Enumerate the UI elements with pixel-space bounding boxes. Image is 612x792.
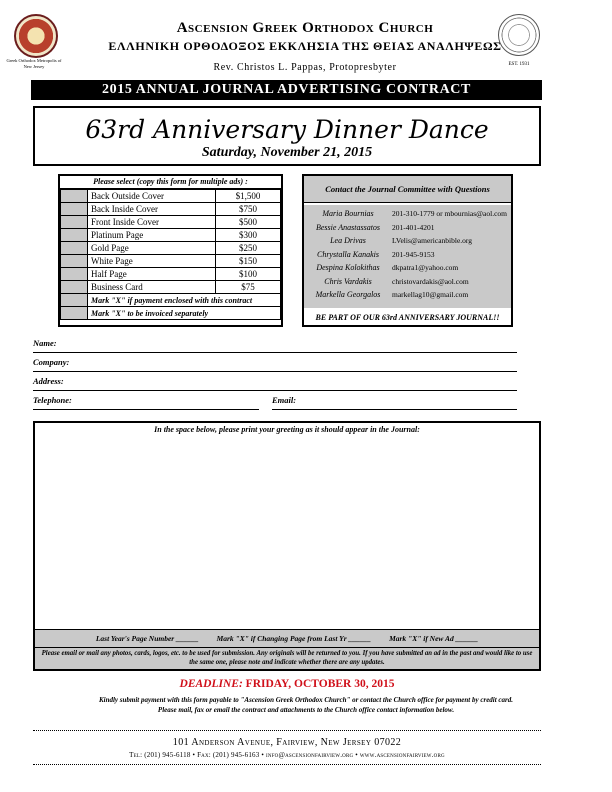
ad-row: [61, 268, 281, 281]
ad-price: $1,500: [216, 190, 281, 203]
contact-info: dkpatra1@yahoo.com: [392, 263, 459, 272]
church-name: Ascension Greek Orthodox Church: [176, 20, 434, 36]
contact-name: Maria Bournias: [322, 209, 374, 218]
committee-box: [302, 174, 513, 327]
contact-row: [304, 263, 511, 277]
ad-price: $300: [216, 229, 281, 242]
ad-price: $250: [216, 242, 281, 255]
event-date: Saturday, November 21, 2015: [201, 145, 373, 160]
ad-checkbox[interactable]: [61, 203, 88, 216]
greeting-area[interactable]: [35, 434, 539, 624]
contact-list: [304, 205, 511, 308]
deadline-date: FRIDAY, OCTOBER 30, 2015: [245, 678, 395, 690]
payment-enclosed-row: [61, 294, 281, 307]
contact-name: Markella Georgalos: [315, 290, 381, 299]
ad-checkbox[interactable]: [61, 268, 88, 281]
ad-price: $100: [216, 268, 281, 281]
ad-price: $750: [216, 203, 281, 216]
invoice-row: [61, 307, 281, 320]
ad-checkbox[interactable]: [61, 242, 88, 255]
payment-enclosed-label: Mark "X" if payment enclosed with this contract: [88, 294, 281, 307]
committee-footer: BE PART OF OUR 63rd ANNIVERSARY JOURNAL!!: [315, 312, 500, 322]
contact-info: 201-310-1779 or mbournias@aol.com: [392, 209, 508, 218]
company-field[interactable]: [33, 357, 517, 372]
ad-row: [61, 229, 281, 242]
greeting-box: [33, 421, 541, 671]
submission-note: Please email or mail any photos, cards, logos, etc. to be used for submission. Any originals will be returned to you. If you have submitted an ad in the past and would like to use the same one, please note and indicate whether there are any updates.: [35, 647, 539, 669]
invoice-label: Mark "X" to be invoiced separately: [88, 307, 281, 320]
telephone-field[interactable]: [33, 395, 259, 410]
last-year-page[interactable]: Last Year's Page Number ______: [95, 634, 199, 643]
contact-info: markellag10@gmail.com: [392, 290, 469, 299]
event-title-box: [33, 106, 541, 166]
left-logo-caption: Greek Orthodox Metropolis of New Jersey: [6, 58, 62, 69]
contact-row: [304, 250, 511, 264]
email-field[interactable]: [272, 395, 517, 410]
telephone-label: Telephone:: [33, 395, 72, 405]
contact-name: Chris Vardakis: [324, 276, 372, 286]
deadline: [33, 678, 541, 690]
contract-banner: 2015 ANNUAL JOURNAL ADVERTISING CONTRACT: [31, 80, 542, 100]
footer-contact: Tel: (201) 945-6118 • Fax: (201) 945-6163 • info@ascensionfairview.org • www.ascensionfairview.org: [129, 751, 445, 759]
ad-checkbox[interactable]: [61, 229, 88, 242]
ad-checkbox[interactable]: [61, 255, 88, 268]
payment-enclosed-checkbox[interactable]: [61, 294, 88, 307]
ad-selection-table: [58, 174, 283, 327]
ad-label: Business Card: [88, 281, 216, 294]
contact-name: Despina Kolokithas: [316, 263, 380, 272]
name-field[interactable]: [33, 338, 517, 353]
ad-checkbox[interactable]: [61, 190, 88, 203]
ad-label: Back Inside Cover: [88, 203, 216, 216]
greeting-instruction: In the space below, please print your greeting as it should appear in the Journal:: [154, 425, 420, 434]
metropolis-logo: [14, 14, 58, 58]
contact-name: Lea Drivas: [330, 236, 366, 245]
contact-info: 201-945-9153: [392, 249, 435, 259]
company-label: Company:: [33, 357, 70, 367]
ad-row: [61, 281, 281, 294]
footer-address: 101 Anderson Avenue, Fairview, New Jersey 07022: [172, 737, 402, 748]
contact-info: LVelis@americanbible.org: [392, 236, 473, 245]
ad-row: [61, 203, 281, 216]
ad-checkbox[interactable]: [61, 281, 88, 294]
ad-price: $150: [216, 255, 281, 268]
ad-price: $500: [216, 216, 281, 229]
selection-heading: Please select (copy this form for multiple ads) :: [60, 176, 281, 189]
contact-name: Chrystalla Kanakis: [316, 249, 379, 259]
contact-row: [304, 290, 511, 304]
ad-label: Back Outside Cover: [88, 190, 216, 203]
page-options-row: [35, 629, 539, 647]
name-label: Name:: [33, 338, 57, 348]
new-ad[interactable]: Mark "X" if New Ad ______: [389, 634, 479, 643]
contact-info: christovardakis@aol.com: [392, 276, 469, 286]
ad-label: White Page: [88, 255, 216, 268]
contact-name: Bessie Anastassatos: [315, 222, 381, 232]
priest-line: Rev. Christos L. Pappas, Protopresbyter: [213, 62, 397, 73]
ad-label: Gold Page: [88, 242, 216, 255]
deadline-label: DEADLINE:: [179, 678, 243, 690]
address-field[interactable]: [33, 376, 517, 391]
address-label: Address:: [33, 376, 64, 386]
ad-label: Half Page: [88, 268, 216, 281]
footer-divider-bottom: [33, 764, 541, 765]
mailing-note: Please mail, fax or email the contract and attachments to the Church office contact information below.: [157, 706, 455, 714]
ad-row: [61, 242, 281, 255]
contact-row: [304, 223, 511, 237]
ad-checkbox[interactable]: [61, 216, 88, 229]
committee-heading: Contact the Journal Committee with Questions: [304, 176, 511, 203]
email-label: Email:: [272, 395, 297, 405]
invoice-checkbox[interactable]: [61, 307, 88, 320]
church-greek-name: ΕΛΛΗΝΙΚΗ ΟΡΘΟΔΟΞΟΣ ΕΚΚΛΗΣΙΑ ΤΗΣ ΘΕΙΑΣ ΑΝΑΛΗΨΕΩΣ: [108, 39, 502, 53]
contact-info: 201-401-4201: [392, 222, 435, 232]
ad-price: $75: [216, 281, 281, 294]
payment-note: Kindly submit payment with this form payable to "Ascension Greek Orthodox Church" or contact the Church office for payment by credit card.: [98, 696, 514, 704]
event-title: 63rd Anniversary Dinner Dance: [85, 115, 489, 144]
contact-row: [304, 236, 511, 250]
ad-label: Front Inside Cover: [88, 216, 216, 229]
right-logo-caption: EST. 1931: [508, 62, 530, 67]
ad-row: [61, 255, 281, 268]
contact-row: [304, 277, 511, 291]
ad-label: Platinum Page: [88, 229, 216, 242]
contact-row: [304, 209, 511, 223]
ad-row: [61, 216, 281, 229]
footer-divider: [33, 730, 541, 731]
ad-row: [61, 190, 281, 203]
changing-page[interactable]: Mark "X" if Changing Page from Last Yr ______: [216, 634, 372, 643]
